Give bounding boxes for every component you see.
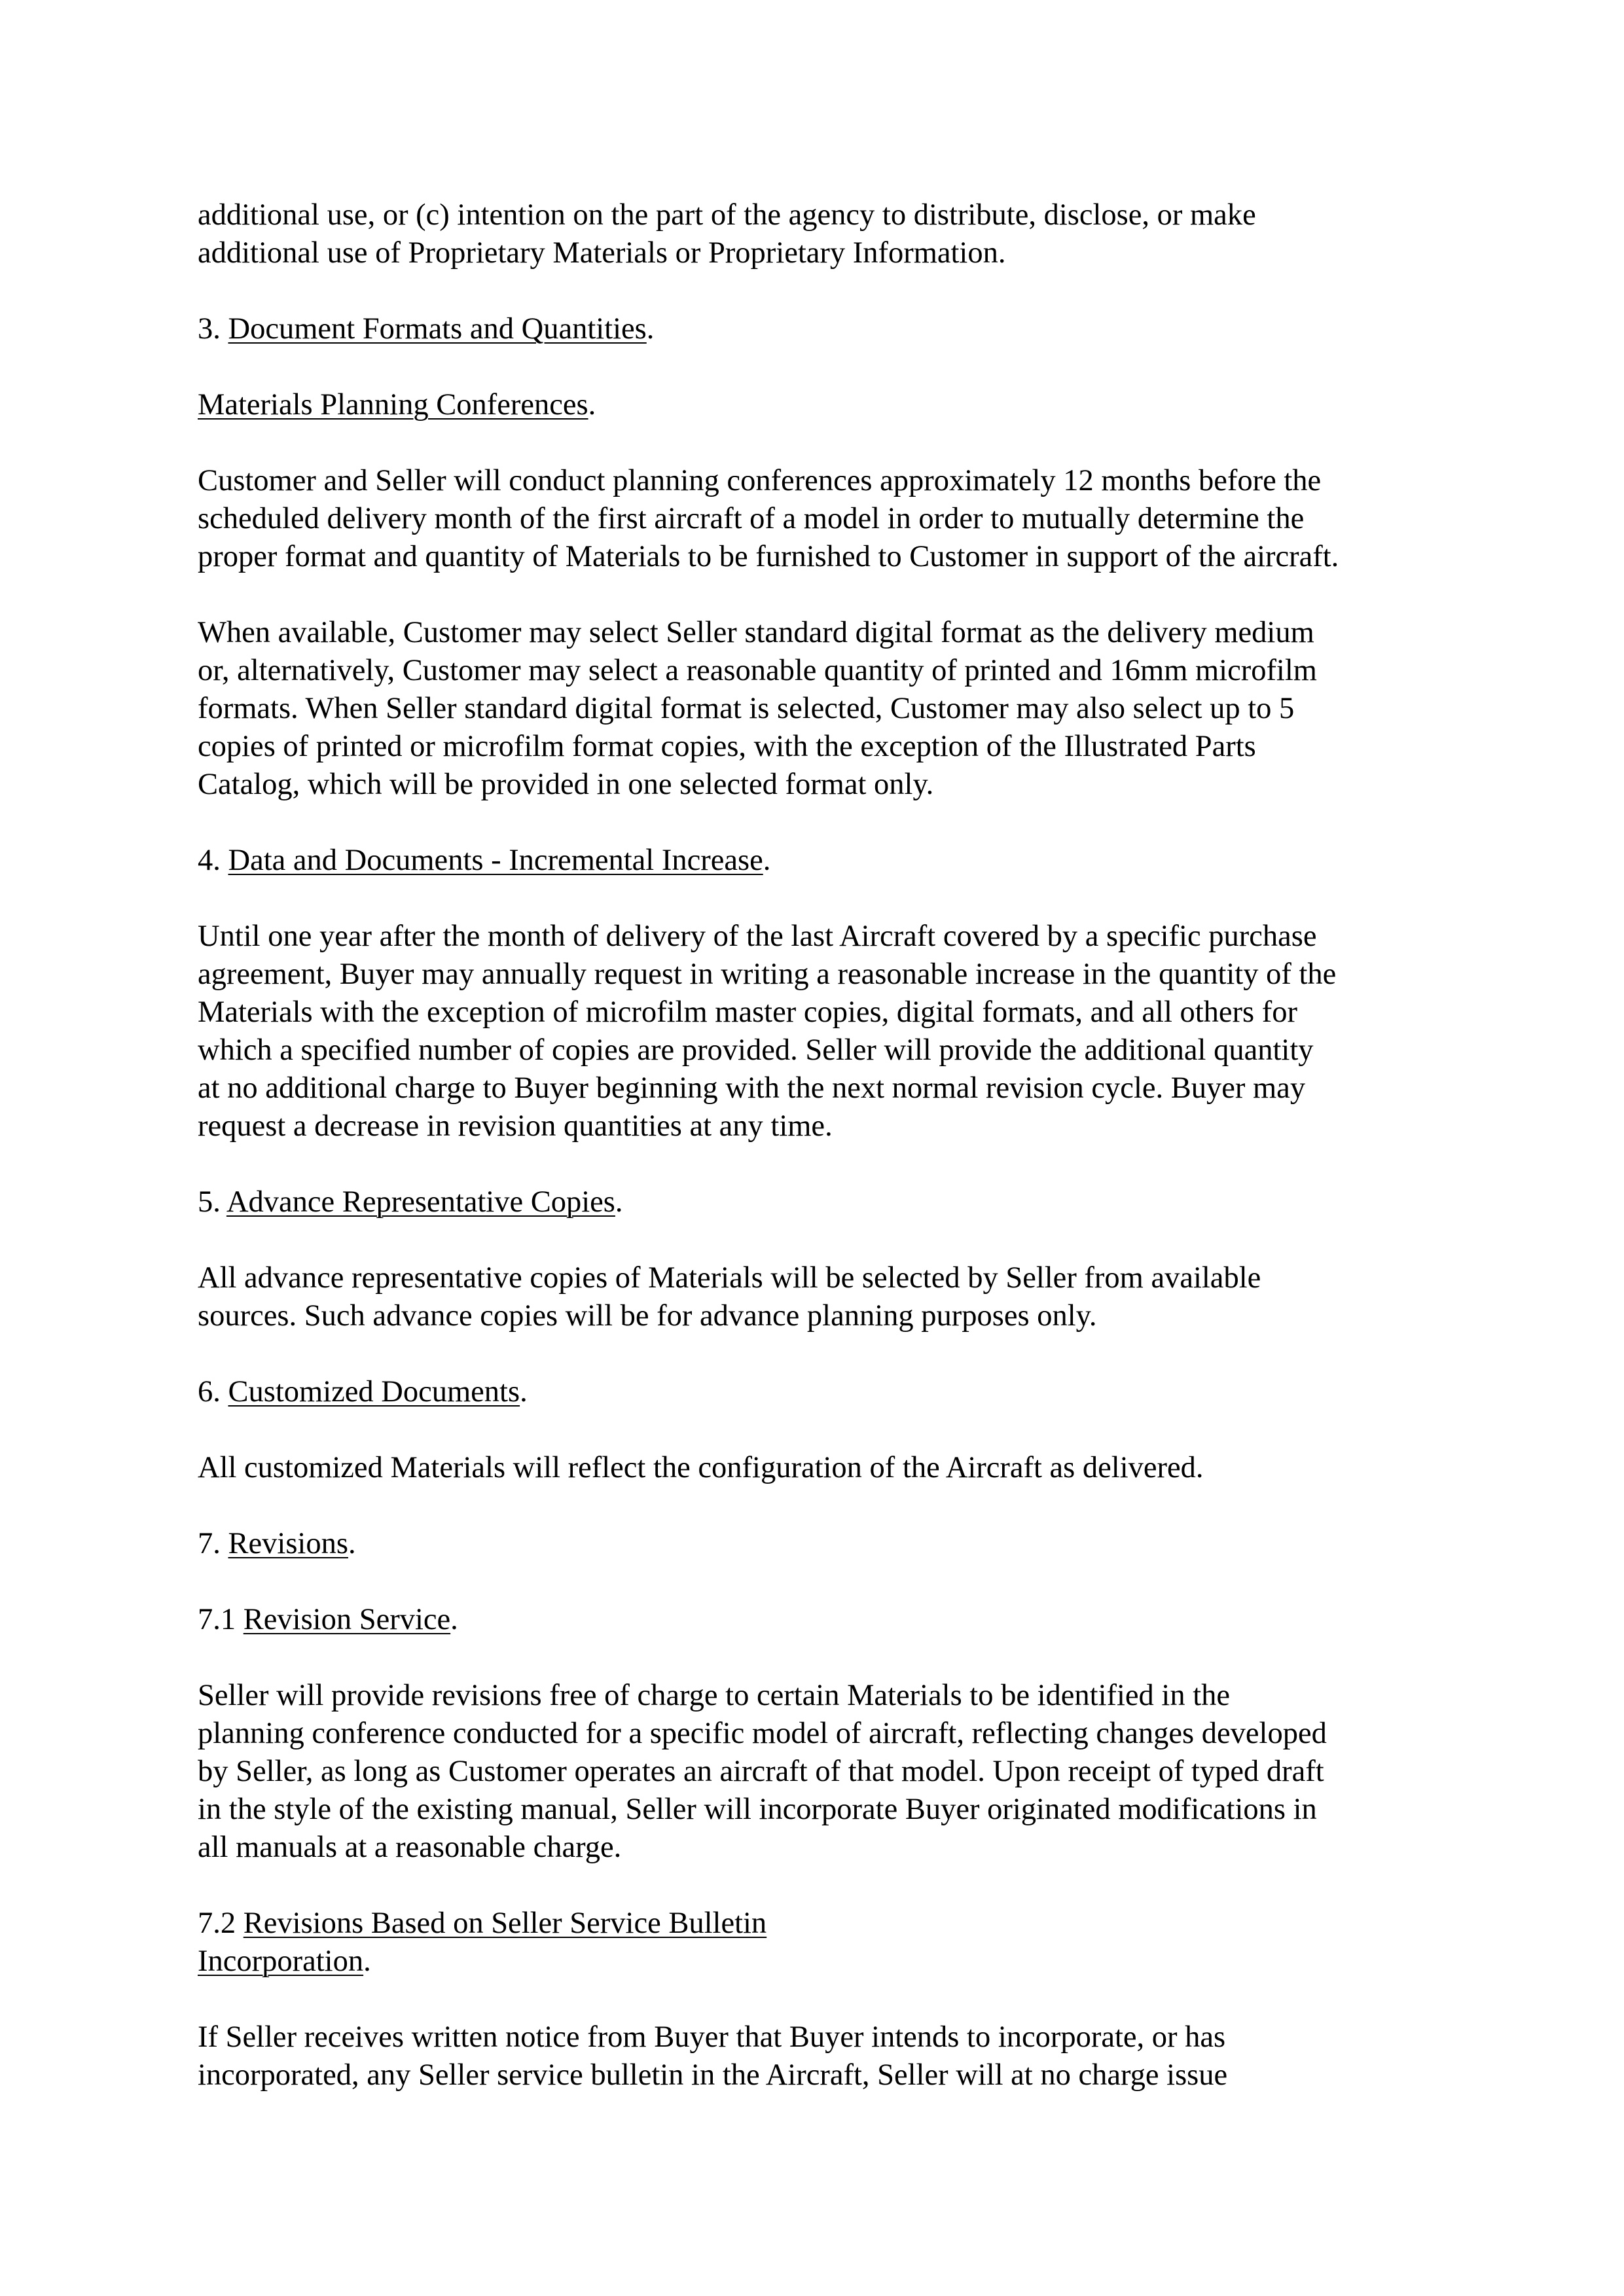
paragraph-service-bulletin [198, 2018, 1454, 2094]
section-title: Revisions [228, 1527, 348, 1560]
text-line: additional use of Proprietary Materials or Proprietary Information. [198, 236, 1006, 270]
section-number: 6. [198, 1375, 228, 1408]
text-line: sources. Such advance copies will be for advance planning purposes only. [198, 1299, 1097, 1333]
text-line: or, alternatively, Customer may select a reasonable quantity of printed and 16mm microfilm [198, 654, 1317, 687]
section-heading-7-2 [198, 1905, 1454, 1981]
text-line: formats. When Seller standard digital format is selected, Customer may also select up to 5 [198, 692, 1295, 725]
paragraph-digital-format [198, 614, 1454, 804]
text-line: All customized Materials will reflect the configuration of the Aircraft as delivered. [198, 1451, 1204, 1484]
heading-line [198, 1943, 1454, 1981]
section-heading-4 [198, 842, 1454, 880]
paragraph-planning-conferences [198, 462, 1454, 576]
section-title-part1: Revisions Based on Seller Service Bulletin [243, 1907, 767, 1940]
section-number: 7.2 [198, 1907, 244, 1940]
paragraph-continuation [198, 196, 1454, 272]
text-line: planning conference conducted for a specific model of aircraft, reflecting changes developed [198, 1717, 1327, 1750]
subheading-period: . [588, 388, 596, 422]
subheading-materials-planning [198, 386, 1454, 424]
subheading-title: Materials Planning Conferences [198, 388, 588, 422]
section-period: . [348, 1527, 356, 1560]
section-number: 7. [198, 1527, 228, 1560]
section-title: Data and Documents - Incremental Increase [228, 844, 763, 877]
section-period: . [520, 1375, 528, 1408]
paragraph-customized [198, 1449, 1454, 1487]
text-line: Catalog, which will be provided in one selected format only. [198, 768, 934, 801]
text-line: Materials with the exception of microfilm master copies, digital formats, and all others for [198, 996, 1297, 1029]
section-period: . [615, 1185, 623, 1219]
section-period: . [763, 844, 771, 877]
text-line: which a specified number of copies are provided. Seller will provide the additional quantity [198, 1033, 1314, 1067]
text-line: copies of printed or microfilm format copies, with the exception of the Illustrated Parts [198, 730, 1256, 763]
heading-line [198, 1905, 1454, 1943]
text-line: all manuals at a reasonable charge. [198, 1831, 622, 1864]
section-title: Revision Service [243, 1603, 451, 1636]
section-heading-7-1 [198, 1601, 1454, 1639]
section-period: . [450, 1603, 458, 1636]
section-number: 7.1 [198, 1603, 244, 1636]
text-line: at no additional charge to Buyer beginning with the next normal revision cycle. Buyer may [198, 1071, 1306, 1105]
paragraph-incremental-increase [198, 918, 1454, 1145]
section-title-part2: Incorporation [198, 1945, 364, 1978]
section-title: Customized Documents [228, 1375, 520, 1408]
text-line: additional use, or (c) intention on the part of the agency to distribute, disclose, or make [198, 198, 1256, 232]
text-line: agreement, Buyer may annually request in writing a reasonable increase in the quantity of the [198, 958, 1337, 991]
text-line: All advance representative copies of Materials will be selected by Seller from available [198, 1261, 1261, 1295]
document-page [198, 196, 1454, 2132]
text-line: by Seller, as long as Customer operates an aircraft of that model. Upon receipt of typed draft [198, 1755, 1324, 1788]
text-line: Until one year after the month of delivery of the last Aircraft covered by a specific purchase [198, 920, 1317, 953]
text-line: in the style of the existing manual, Seller will incorporate Buyer originated modifications in [198, 1793, 1317, 1826]
section-number: 4. [198, 844, 228, 877]
section-heading-3 [198, 310, 1454, 348]
text-line: If Seller receives written notice from Buyer that Buyer intends to incorporate, or has [198, 2020, 1226, 2054]
text-line: Customer and Seller will conduct planning conferences approximately 12 months before the [198, 464, 1322, 497]
section-period: . [363, 1945, 371, 1978]
text-line: incorporated, any Seller service bulletin in the Aircraft, Seller will at no charge issue [198, 2058, 1228, 2092]
text-line: When available, Customer may select Seller standard digital format as the delivery medium [198, 616, 1314, 649]
text-line: request a decrease in revision quantities at any time. [198, 1109, 833, 1143]
section-number: 3. [198, 312, 228, 346]
section-period: . [646, 312, 655, 346]
section-heading-5 [198, 1183, 1454, 1221]
section-heading-7 [198, 1525, 1454, 1563]
section-number: 5. [198, 1185, 226, 1219]
paragraph-revision-service [198, 1677, 1454, 1867]
section-title: Document Formats and Quantities [228, 312, 647, 346]
paragraph-advance-copies [198, 1259, 1454, 1335]
section-heading-6 [198, 1373, 1454, 1411]
section-title: Advance Representative Copies [226, 1185, 615, 1219]
text-line: proper format and quantity of Materials to be furnished to Customer in support of the aircraft. [198, 540, 1339, 573]
text-line: scheduled delivery month of the first aircraft of a model in order to mutually determine the [198, 502, 1305, 535]
text-line: Seller will provide revisions free of charge to certain Materials to be identified in the [198, 1679, 1231, 1712]
